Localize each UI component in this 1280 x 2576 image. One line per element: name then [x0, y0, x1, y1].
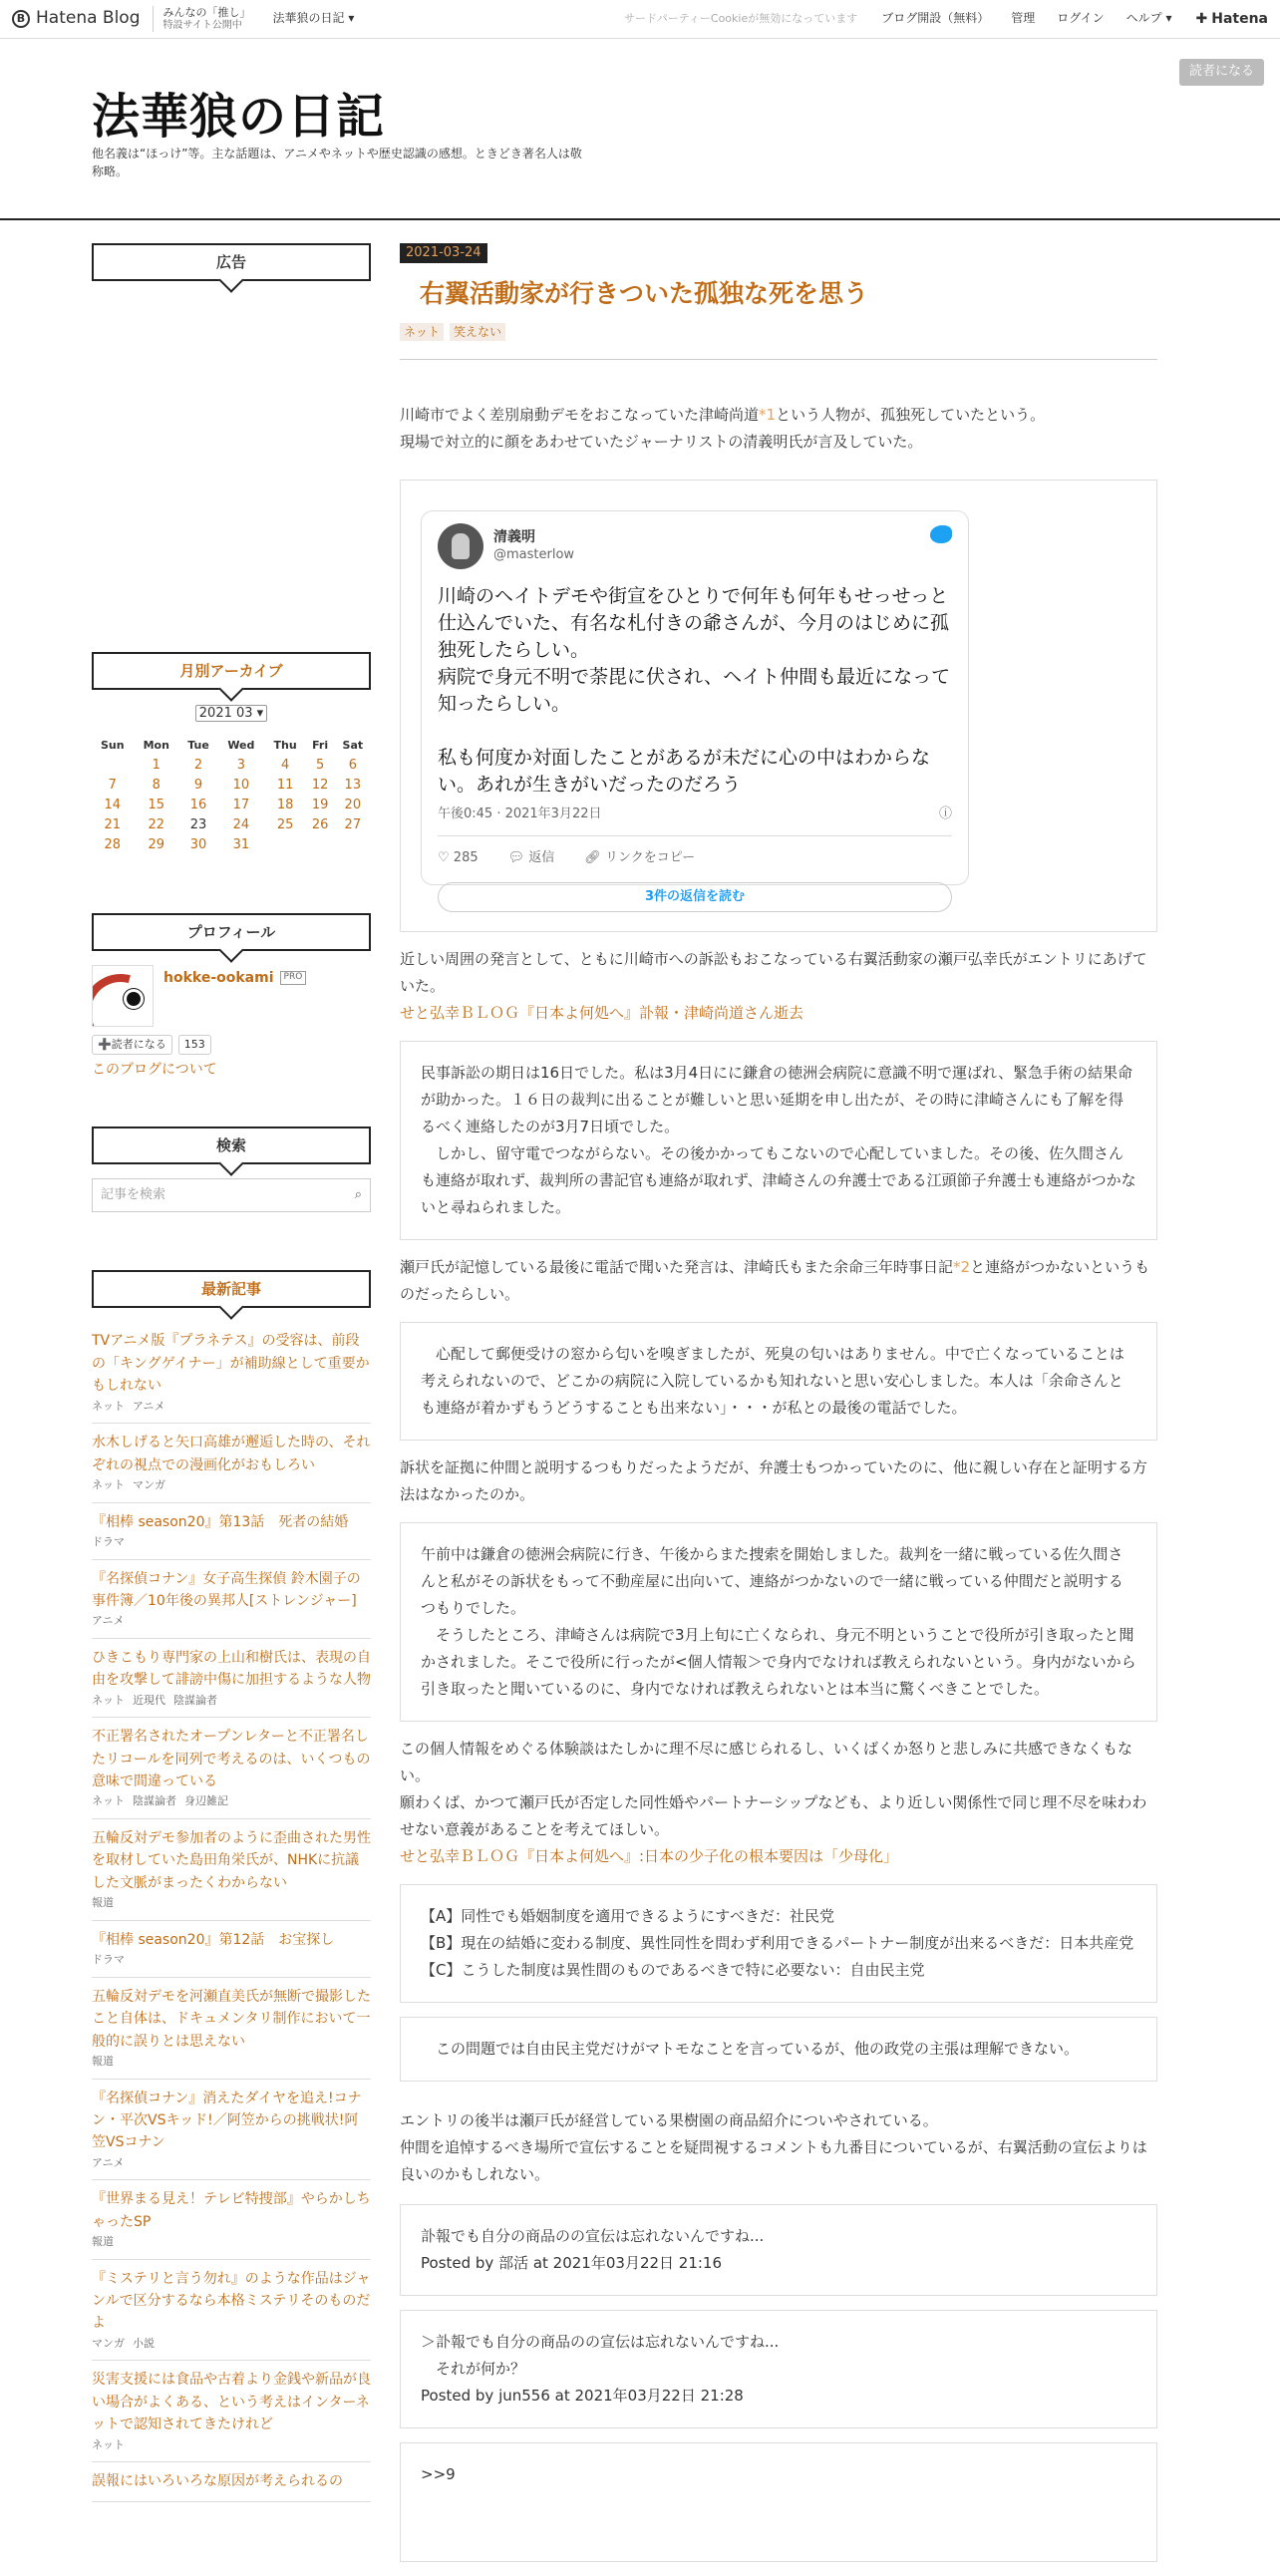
paragraph-1-text-b: という人物が、孤独死していたという。: [776, 406, 1046, 424]
calendar-day[interactable]: 4: [280, 758, 290, 774]
archive-module-title: 月別アーカイブ: [92, 652, 371, 690]
recent-entry: [92, 2080, 371, 2181]
recent-entry: [92, 2361, 371, 2462]
footnote-1[interactable]: *1: [759, 406, 777, 424]
entry-category[interactable]: ネット: [400, 323, 444, 341]
recent-entry: [92, 1503, 371, 1560]
recent-entry-category[interactable]: アニメ: [92, 2155, 125, 2169]
profile: [92, 965, 371, 1027]
hatena-blog-logo[interactable]: [12, 5, 141, 32]
search-placeholder: 記事を検索: [101, 1186, 166, 1202]
recent-entry-title[interactable]: 災害支援には食品や古着より金銭や新品が良い場合がよくある、という考えはインターネットで認知されてきたけれど: [92, 2372, 371, 2433]
paragraph-6: エントリの後半は瀬戸氏が経営している果樹園の商品紹介についやされている。 仲間を追悼するべき場所で宣伝することを疑問視するコメントも九番目についているが、右翼活動の宣伝よりは良いのかもしれない。: [400, 2111, 1147, 2183]
calendar-day[interactable]: 26: [311, 817, 329, 833]
recent-entry-categories: [92, 1612, 371, 1630]
recent-entry-category[interactable]: ネット: [92, 2437, 125, 2451]
recent-entry-categories: [92, 1692, 371, 1710]
recent-entry-categories: [92, 2154, 371, 2172]
calendar-day[interactable]: 20: [344, 798, 362, 813]
entry-header: [400, 276, 1157, 360]
archive-month-select[interactable]: [92, 704, 371, 725]
recent-entry-category[interactable]: ネット: [92, 1794, 125, 1808]
recent-entry-categories: [92, 1476, 371, 1494]
hatena-logo[interactable]: [1196, 8, 1269, 30]
profile-module-title: プロフィール: [92, 913, 371, 951]
recent-entry: [92, 2180, 371, 2259]
recent-entry-category[interactable]: 小説: [133, 2336, 155, 2350]
calendar-day[interactable]: 12: [311, 778, 329, 794]
recent-entry-title[interactable]: 水木しげると矢口高雄が邂逅した時の、それぞれの視点での漫画化がおもしろい: [92, 1435, 371, 1473]
calendar-day: [335, 835, 371, 855]
recent-entry-categories: [92, 2053, 371, 2071]
calendar-weekday: Sat: [342, 738, 364, 752]
blog-menu[interactable]: 法華狼の日記 ▾: [272, 11, 355, 26]
recent-entry-category[interactable]: ドラマ: [92, 1953, 125, 1967]
recent-entry-category[interactable]: 報道: [92, 2054, 114, 2068]
ad-space: [92, 295, 371, 652]
calendar-day[interactable]: 24: [232, 817, 250, 833]
recent-entry: [92, 1819, 371, 1921]
pro-badge: PRO: [280, 971, 307, 985]
profile-subscribe-button[interactable]: ➕読者になる: [92, 1035, 172, 1055]
calendar-weekday: Mon: [143, 738, 169, 752]
calendar-day[interactable]: 15: [148, 798, 165, 813]
calendar-day[interactable]: 29: [148, 837, 165, 853]
calendar-day[interactable]: 14: [104, 798, 122, 813]
recent-entry-title[interactable]: 五輪反対デモ参加者のように歪曲された男性を取材していた島田角栄氏が、NHKに抗議した文脈がまったくわからない: [92, 1830, 371, 1891]
embedded-tweet[interactable]: [421, 510, 969, 904]
recent-entry-categories: [92, 1533, 371, 1551]
recent-entry-category[interactable]: アニメ: [92, 1614, 125, 1628]
recent-entry: [92, 2462, 371, 2501]
recent-entry-title[interactable]: 『名探偵コナン』消えたダイヤを追え!コナン・平次VSキッド!／阿笠からの挑戦状!阿笠VSコナン: [92, 2090, 362, 2151]
recent-entry-title[interactable]: 『名探偵コナン』女子高生探偵 鈴木園子の事件簿／10年後の異邦人[ストレンジャー]: [92, 1570, 361, 1609]
recent-entry-category[interactable]: ネット: [92, 1399, 125, 1413]
calendar-day[interactable]: 5: [315, 758, 325, 774]
calendar-day[interactable]: 16: [189, 798, 207, 813]
calendar-day[interactable]: 9: [193, 778, 203, 794]
recent-entry-title[interactable]: 『ミステリと言う勿れ』のような作品はジャンルで区分するなら本格ミステリそのものだよ: [92, 2270, 371, 2332]
entry-date[interactable]: 2021-03-24: [400, 243, 487, 263]
login-link[interactable]: ログイン: [1057, 11, 1105, 26]
recent-entry-category[interactable]: マンガ: [92, 2336, 125, 2350]
calendar-day[interactable]: 10: [232, 778, 250, 794]
tweet-reply-label: 返信: [528, 850, 555, 866]
blockquote-2: 心配して郵便受けの窓から匂いを嗅ぎましたが、死臭の匂いはありません。中で亡くなっていることは考えられないので、どこかの病院に入院しているかも知れないと思い安心しました。本人は「余命さんとも連絡が着かずもうどうすることも出来ない」・・・が私との最後の電話でした。: [400, 1322, 1157, 1441]
source-link-2[interactable]: せと弘幸ＢＬＯＧ『日本よ何処へ』:日本の少子化の根本要因は「少母化」: [400, 1847, 899, 1865]
recent-entry: [92, 1718, 371, 1819]
about-blog-link[interactable]: [92, 1059, 371, 1081]
recent-entry-categories: [92, 2436, 371, 2454]
recent-entry-title[interactable]: TVアニメ版『プラネテス』の受容は、前段の「キングゲイナー」が補助線として重要かもしれない: [92, 1333, 370, 1395]
open-blog-link[interactable]: ブログ開設（無料）: [881, 11, 990, 26]
calendar-day: 23: [189, 817, 207, 833]
recent-entry-category[interactable]: 身辺雑記: [184, 1794, 228, 1808]
calendar-day[interactable]: 7: [108, 778, 117, 794]
recent-entry-category[interactable]: 陰謀論者: [133, 1794, 176, 1808]
calendar-day[interactable]: 31: [232, 837, 250, 853]
recent-entry-category[interactable]: マンガ: [133, 1477, 165, 1491]
hatena-topbar: [0, 0, 1280, 39]
profile-avatar[interactable]: [92, 965, 154, 1027]
about-blog-link-text: このブログについて: [92, 1061, 217, 1078]
blog-description: 他名義は“ほっけ”等。主な話題は、アニメやネットや歴史認識の感想。ときどき著名人は敬称略。: [92, 147, 582, 178]
entry-body: [400, 402, 1157, 2562]
tweet-text: 川崎のヘイトデモや街宣をひとりで何年も何年もせっせっと仕込んでいた、有名な札付きの爺さんが、今月のはじめに孤独死したらしい。 病院で身元不明で荼毘に伏され、ヘイト仲間も最近になって知ったらしい。 私も何度か対面したことがあるが未だに心の中はわからない。あれが生きがいだったのだろう: [438, 585, 951, 796]
tweet-like-button[interactable]: [438, 846, 479, 869]
calendar-day[interactable]: 21: [104, 817, 122, 833]
recent-entry-category[interactable]: 報道: [92, 1896, 114, 1910]
hatena-logo-icon: ✚: [1195, 10, 1208, 27]
recent-module-title: 最新記事: [92, 1270, 371, 1308]
profile-name[interactable]: hokke-ookami: [163, 970, 274, 987]
heart-icon: ♡: [438, 850, 450, 866]
entry-categories: [400, 323, 1157, 341]
calendar-day[interactable]: 1: [152, 758, 160, 774]
recent-entry: [92, 1921, 371, 1978]
calendar-day[interactable]: 18: [276, 798, 294, 813]
search-input[interactable]: [92, 1178, 371, 1212]
entry-category[interactable]: 笑えない: [450, 323, 505, 341]
blockquote-comment-2: ＞訃報でも自分の商品のの宣伝は忘れないんですね... それが何か？ Posted by jun556 at 2021年03月22日 21:28: [400, 2310, 1157, 2428]
calendar-day[interactable]: 11: [276, 778, 294, 794]
calendar-weekday: Fri: [312, 738, 329, 752]
twitter-bird-icon[interactable]: [930, 525, 952, 543]
recent-entry-categories: [92, 2233, 371, 2251]
recent-entry-categories: [92, 1951, 371, 1969]
recent-entry-category[interactable]: 報道: [92, 2235, 114, 2249]
promo-line2: 特設サイト公開中: [162, 19, 242, 31]
blog-title[interactable]: 法華狼の日記: [92, 89, 386, 145]
blockquote-1: 民事訴訟の期日は16日でした。私は3月4日にに鎌倉の徳洲会病院に意識不明で運ばれ、緊急手術の結果命が助かった。１６日の裁判に出ることが難しいと思い延期を申し出たが、その時に津崎さんにも了解を得るべく連絡したのが3月7日頃でした。 しかし、留守電でつながらない。その後かかってもこないので心配していました。その後、佐久間さんも連絡が取れず、裁判所の書記官も連絡が取れず、津崎さんの弁護士である江頭節子弁護士も連絡がつかないと尋ねられました。: [400, 1041, 1157, 1240]
hatena-blog-logo-icon: B: [12, 10, 30, 28]
ad-module-title: 広告: [92, 243, 371, 281]
link-icon: 🔗︎: [584, 850, 601, 866]
paragraph-1-text-a: 川崎市でよく差別扇動デモをおこなっていた津崎尚道: [400, 406, 760, 424]
paragraph-3-text-a: 瀬戸氏が記憶している最後に電話で聞いた発言は、津崎氏もまた余命三年時事日記: [400, 1258, 954, 1276]
recent-entry-title[interactable]: 『世界まる見え！テレビ特捜部』やらかしちゃったSP: [92, 2191, 371, 2230]
calendar-weekday: Tue: [187, 738, 209, 752]
recent-entries-list: [92, 1322, 371, 2501]
tweet-author-handle[interactable]: @masterlow: [493, 546, 575, 562]
recent-entry-category[interactable]: アニメ: [133, 1399, 165, 1413]
recent-entry-categories: [92, 1398, 371, 1416]
footnote-2[interactable]: *2: [953, 1258, 971, 1276]
recent-entry-categories: [92, 2335, 371, 2353]
recent-entry-title[interactable]: 不正署名されたオープンレターと不正署名したリコールを同列で考えるのは、いくつもの意味で間違っている: [92, 1729, 371, 1790]
tweet-timestamp[interactable]: 午後0:45 · 2021年3月22日: [438, 805, 602, 821]
paragraph-3-text-b: と連絡がつかないというものだったらしい。: [400, 1258, 1150, 1303]
speech-bubble-icon: 💬︎: [507, 850, 525, 866]
calendar-day[interactable]: 28: [104, 837, 122, 853]
paragraph-1: [400, 402, 1157, 456]
tweet-author-name[interactable]: 清義明: [493, 529, 535, 546]
blockquote-comment-1: 訃報でも自分の商品のの宣伝は忘れないんですね... Posted by 部活 at 2021年03月22日 21:16: [400, 2204, 1157, 2296]
recent-entry: [92, 1322, 371, 1424]
recent-entry: [92, 2260, 371, 2362]
recent-entry: [92, 1424, 371, 1502]
recent-entry-title[interactable]: 誤報にはいろいろな原因が考えられるの: [92, 2473, 343, 2490]
blockquote-4: 【A】同性でも婚姻制度を適用できるようにすべきだ：社民党 【B】現在の結婚に変わる制度、異性同性を問わず利用できるパートナー制度が出来るべきだ：日本共産党 【C】こうした制度は異性間のものであるべきで特に必要ない：自由民主党: [400, 1884, 1157, 2003]
blog-header: [0, 39, 1280, 220]
calendar-day[interactable]: 6: [348, 758, 357, 774]
calendar-day[interactable]: 27: [344, 817, 362, 833]
hatena-blog-logo-text: Hatena Blog: [36, 8, 141, 29]
recent-entry-title[interactable]: 五輪反対デモを河瀬直美氏が無断で撮影したこと自体は、ドキュメンタリ制作において一般的に誤りとは思えない: [92, 1988, 371, 2050]
calendar-day[interactable]: 25: [276, 817, 294, 833]
recent-entry: [92, 1560, 371, 1639]
subscriber-count: 153: [178, 1035, 211, 1055]
calendar-weekday: Wed: [227, 738, 255, 752]
recent-entry-category[interactable]: 陰謀論者: [173, 1693, 217, 1707]
hatena-logo-text: Hatena: [1211, 10, 1268, 27]
tweet-copy-link-label: リンクをコピー: [604, 850, 696, 866]
recent-entry-category[interactable]: ネット: [92, 1693, 125, 1707]
topbar-links: [881, 9, 1171, 28]
sidebar: [92, 243, 371, 2502]
calendar-day[interactable]: 17: [232, 798, 250, 813]
cookie-notice: サードパーティーCookieが無効になっています: [623, 12, 858, 26]
calendar-day[interactable]: 30: [189, 837, 207, 853]
calendar-day[interactable]: 3: [236, 758, 245, 774]
recent-entry-categories: [92, 1792, 371, 1810]
recent-entry-category[interactable]: 近現代: [133, 1693, 165, 1707]
read-replies-button[interactable]: 3件の返信を読む: [438, 882, 952, 912]
recent-entry-category[interactable]: ドラマ: [92, 1534, 125, 1548]
admin-link[interactable]: 管理: [1011, 11, 1036, 26]
paragraph-4: 訴状を証拠に仲間と説明するつもりだったようだが、弁護士もつかっていたのに、他に親しい存在と証明する方法はなかったのか。: [400, 1458, 1147, 1503]
calendar-day[interactable]: 22: [148, 817, 165, 833]
source-link-1[interactable]: せと弘幸ＢＬＯＧ『日本よ何処へ』訃報・津崎尚道さん逝去: [400, 1004, 804, 1022]
recent-entry-title[interactable]: 『相棒 season20』第13話 死者の結婚: [92, 1513, 349, 1530]
archive-calendar: [92, 735, 371, 856]
recent-entry: [92, 1978, 371, 2080]
blockquote-3: 午前中は鎌倉の徳洲会病院に行き、午後からまた捜索を開始しました。裁判を一緒に戦っている佐久間さんと私がその訴状をもって不動産屋に出向いて、連絡がつかないので一緒に戦っている仲間だと説明するつもりでした。 そうしたところ、津崎さんは病院で3月上旬に亡くなられ、身元不明ということで役所が引き取ったと聞かされました。そこで役所に行ったが<個人情報＞で身内でなければ教えられないという。身内がないから引き取ったと聞いているのに、身内でなければ教えられないとは本当に驚くべきことでした。: [400, 1522, 1157, 1722]
search-module-title: 検索: [92, 1127, 371, 1164]
subscribe-button[interactable]: 読者になる: [1179, 59, 1264, 86]
promo-line1: みんなの「推し」: [162, 6, 251, 20]
calendar-weekday: Sun: [100, 738, 125, 752]
calendar-day: [92, 756, 134, 776]
profile-subscribe-row: [92, 1035, 371, 1055]
calendar-weekday: Thu: [273, 738, 297, 752]
paragraph-2: 近しい周囲の発言として、ともに川崎市への訴訟もおこなっている右翼活動家の瀬戸弘幸氏がエントリにあげていた。: [400, 950, 1147, 995]
calendar-day[interactable]: 19: [311, 798, 329, 813]
paragraph-1-text-c: 現場で対立的に顔をあわせていたジャーナリストの清義明氏が言及していた。: [400, 433, 923, 451]
tweet-avatar[interactable]: [438, 523, 483, 569]
tweet-copy-link-button[interactable]: [584, 846, 695, 869]
help-menu[interactable]: ヘルプ ▾: [1125, 11, 1172, 26]
paragraph-3: [400, 1254, 1157, 1308]
blockquote-comment-3: >>9: [400, 2442, 1157, 2562]
main-content: [400, 239, 1157, 2576]
blockquote-5: この問題では自由民主党だけがマトモなことを言っているが、他の政党の主張は理解できない。: [400, 2017, 1157, 2082]
calendar-day[interactable]: 2: [193, 758, 203, 774]
entry-title[interactable]: 右翼活動家が行きついた孤独な死を思う: [420, 279, 869, 308]
promo-link[interactable]: [153, 6, 251, 31]
calendar-day: [265, 835, 306, 855]
search-icon[interactable]: ⌕: [354, 1186, 362, 1202]
calendar-day[interactable]: 13: [344, 778, 362, 794]
recent-entry-title[interactable]: 『相棒 season20』第12話 お宝探し: [92, 1931, 335, 1948]
tweet-reply-button[interactable]: [508, 846, 555, 869]
calendar-day: [306, 835, 335, 855]
recent-entry: [92, 1639, 371, 1718]
recent-entry-title[interactable]: ひきこもり専門家の上山和樹氏は、表現の自由を攻撃して誹謗中傷に加担するような人物: [92, 1649, 371, 1689]
recent-entry-categories: [92, 1894, 371, 1912]
info-icon[interactable]: ⓘ: [938, 805, 952, 821]
embedded-tweet-frame: [400, 480, 1157, 932]
calendar-day[interactable]: 8: [152, 778, 160, 794]
archive-month-select-value: 2021 03 ▾: [195, 705, 267, 722]
recent-entry-category[interactable]: ネット: [92, 1477, 125, 1491]
paragraph-5: この個人情報をめぐる体験談はたしかに理不尽に感じられるし、いくばくか怒りと悲しみに共感できなくもない。 願わくば、かつて瀬戸氏が否定した同性婚やパートナーシップなども、より近しい関係性で同じ理不尽を味わわせない意義があることを考えてほしい。: [400, 1740, 1147, 1838]
tweet-like-count: 285: [453, 850, 479, 866]
